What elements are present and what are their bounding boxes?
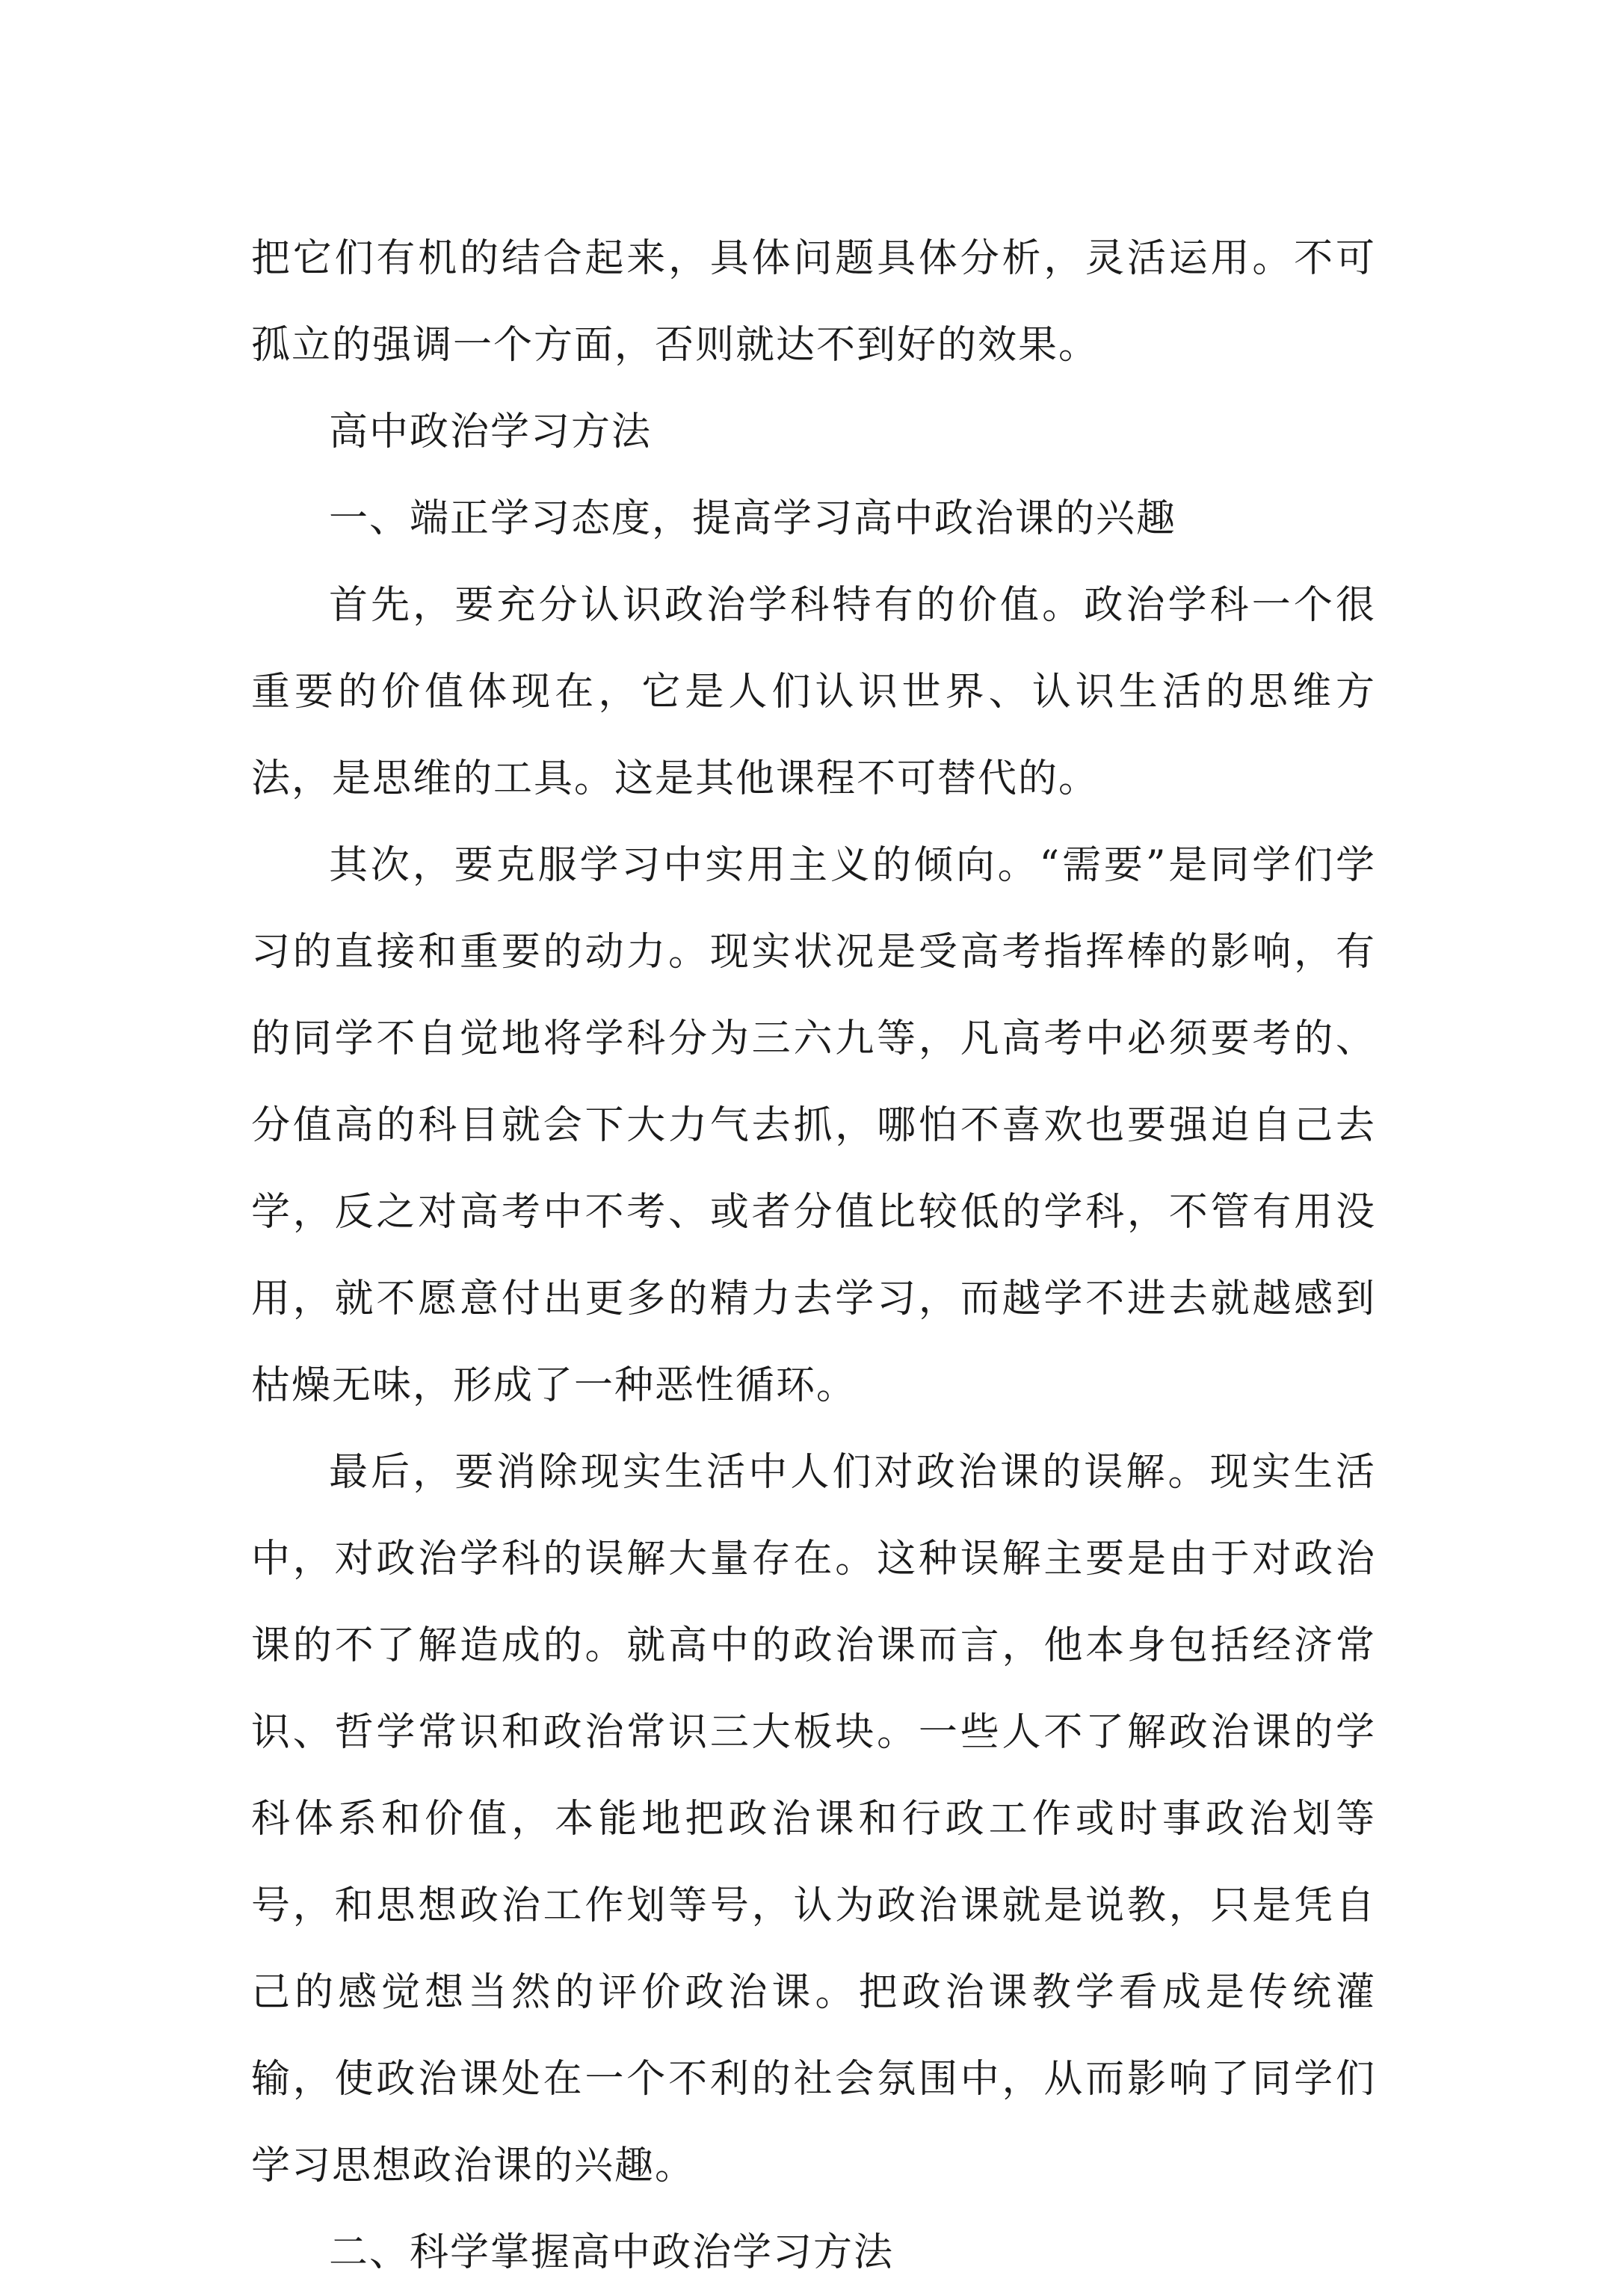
section-title: 高中政治学习方法 [329,410,653,454]
paragraph-first: 首先，要充分认识政治学科特有的价值。政治学科一个很重要的价值体现在，它是人们认识世界、认识生活的思维方法，是思维的工具。这是其他课程不可替代的。 [251,583,1376,801]
section-heading-2: 二、科学掌握高中政治学习方法 [329,2230,895,2275]
document-body [251,215,1376,2296]
paragraph-last: 最后，要消除现实生活中人们对政治课的误解。现实生活中，对政治学科的误解大量存在。这种误解主要是由于对政治课的不了解造成的。就高中的政治课而言，他本身包括经济常识、哲学常识和政治常识三大板块。一些人不了解政治课的学科体系和价值，本能地把政治课和行政工作或时事政治划等号，和思想政治工作划等号，认为政治课就是说教，只是凭自己的感觉想当然的评价政治课。把政治课教学看成是传统灌输，使政治课处在一个不利的社会氛围中，从而影响了同学们学习思想政治课的兴趣。 [251,1450,1376,2188]
paragraph-continuation: 把它们有机的结合起来，具体问题具体分析，灵活运用。不可孤立的强调一个方面，否则就达不到好的效果。 [251,236,1376,368]
paragraph-second: 其次，要克服学习中实用主义的倾向。“需要”是同学们学习的直接和重要的动力。现实状况是受高考指挥棒的影响，有的同学不自觉地将学科分为三六九等，凡高考中必须要考的、分值高的科目就会下大力气去抓，哪怕不喜欢也要强迫自己去学，反之对高考中不考、或者分值比较低的学科，不管有用没用，就不愿意付出更多的精力去学习，而越学不进去就越感到枯燥无味，形成了一种恶性循环。 [251,843,1376,1408]
section-heading-1: 一、端正学习态度，提高学习高中政治课的兴趣 [329,496,1177,541]
